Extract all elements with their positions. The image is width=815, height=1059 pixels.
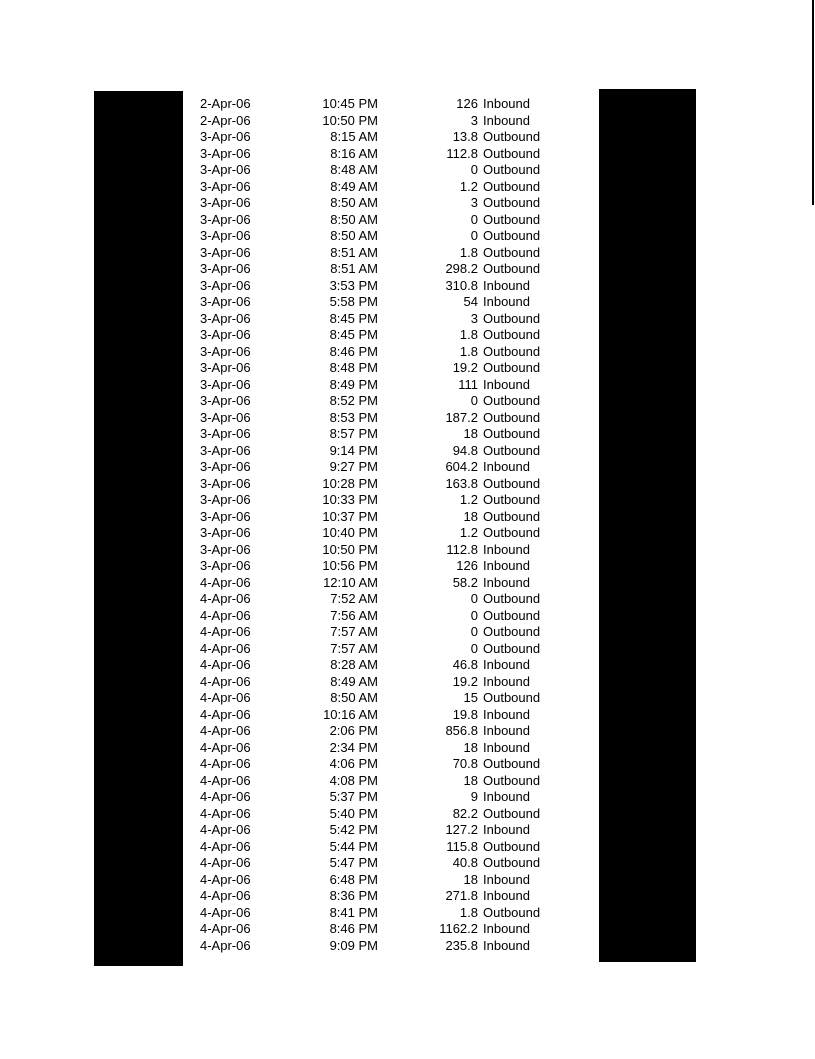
table-row bbox=[190, 888, 590, 905]
direction-cell: Outbound bbox=[483, 162, 541, 177]
date-cell: 4-Apr-06 bbox=[200, 789, 251, 804]
date-cell: 3-Apr-06 bbox=[200, 310, 251, 326]
time-cell: 5:40 PM bbox=[329, 805, 378, 821]
table-row bbox=[190, 360, 590, 377]
amount-cell: 298.2 bbox=[445, 261, 478, 276]
table-row bbox=[190, 657, 590, 674]
direction-cell: Inbound bbox=[483, 459, 530, 474]
amount-cell: 0 bbox=[470, 591, 478, 606]
amount-cell: 46.8 bbox=[452, 657, 478, 672]
amount-cell: 1.8 bbox=[459, 343, 478, 359]
direction-cell: Outbound bbox=[483, 145, 541, 161]
time-cell: 8:28 AM bbox=[330, 657, 378, 672]
amount-cell: 18 bbox=[463, 426, 478, 441]
table-row bbox=[190, 228, 590, 245]
table-row bbox=[190, 294, 590, 311]
time-cell: 5:44 PM bbox=[329, 838, 378, 854]
time-cell: 10:28 PM bbox=[322, 475, 378, 491]
direction-cell: Outbound bbox=[483, 244, 541, 260]
date-cell: 3-Apr-06 bbox=[200, 145, 251, 161]
direction-cell: Outbound bbox=[483, 756, 541, 771]
direction-cell: Outbound bbox=[483, 772, 541, 788]
table-row bbox=[190, 162, 590, 179]
table-row bbox=[190, 311, 590, 328]
amount-cell: 126 bbox=[456, 558, 478, 573]
table-row bbox=[190, 179, 590, 196]
date-cell: 2-Apr-06 bbox=[200, 112, 251, 128]
table-row bbox=[190, 443, 590, 460]
table-row bbox=[190, 525, 590, 542]
table-row bbox=[190, 492, 590, 509]
direction-cell: Outbound bbox=[483, 855, 541, 870]
amount-cell: 18 bbox=[463, 772, 478, 788]
date-cell: 3-Apr-06 bbox=[200, 162, 251, 177]
amount-cell: 126 bbox=[456, 96, 478, 111]
table-row bbox=[190, 245, 590, 262]
time-cell: 8:50 AM bbox=[330, 690, 378, 705]
table-row bbox=[190, 377, 590, 394]
amount-cell: 70.8 bbox=[452, 756, 478, 771]
date-cell: 4-Apr-06 bbox=[200, 822, 251, 837]
direction-cell: Outbound bbox=[483, 327, 541, 342]
amount-cell: 82.2 bbox=[452, 805, 478, 821]
date-cell: 3-Apr-06 bbox=[200, 277, 251, 293]
table-row bbox=[190, 410, 590, 427]
direction-cell: Outbound bbox=[483, 211, 541, 227]
table-row bbox=[190, 261, 590, 278]
direction-cell: Outbound bbox=[483, 591, 541, 606]
direction-cell: Outbound bbox=[483, 475, 541, 491]
date-cell: 4-Apr-06 bbox=[200, 937, 251, 953]
amount-cell: 3 bbox=[470, 310, 478, 326]
amount-cell: 9 bbox=[470, 789, 478, 804]
amount-cell: 94.8 bbox=[452, 442, 478, 458]
date-cell: 3-Apr-06 bbox=[200, 327, 251, 342]
time-cell: 8:45 PM bbox=[329, 310, 378, 326]
amount-cell: 310.8 bbox=[445, 277, 478, 293]
time-cell: 8:51 AM bbox=[330, 261, 378, 276]
time-cell: 10:50 PM bbox=[322, 541, 378, 557]
date-cell: 3-Apr-06 bbox=[200, 211, 251, 227]
time-cell: 12:10 AM bbox=[323, 574, 378, 590]
time-cell: 9:09 PM bbox=[329, 937, 378, 953]
direction-cell: Outbound bbox=[483, 310, 541, 326]
direction-cell: Inbound bbox=[483, 789, 530, 804]
table-row bbox=[190, 459, 590, 476]
amount-cell: 856.8 bbox=[445, 723, 478, 738]
call-log-table bbox=[190, 96, 590, 954]
direction-cell: Outbound bbox=[483, 838, 541, 854]
date-cell: 4-Apr-06 bbox=[200, 805, 251, 821]
date-cell: 3-Apr-06 bbox=[200, 376, 251, 392]
amount-cell: 15 bbox=[463, 690, 478, 705]
date-cell: 3-Apr-06 bbox=[200, 360, 251, 375]
table-row bbox=[190, 690, 590, 707]
time-cell: 8:45 PM bbox=[329, 327, 378, 342]
time-cell: 10:56 PM bbox=[322, 558, 378, 573]
amount-cell: 0 bbox=[470, 162, 478, 177]
time-cell: 3:53 PM bbox=[329, 277, 378, 293]
amount-cell: 112.8 bbox=[446, 145, 478, 161]
table-row bbox=[190, 212, 590, 229]
direction-cell: Outbound bbox=[483, 690, 541, 705]
direction-cell: Inbound bbox=[483, 558, 530, 573]
amount-cell: 604.2 bbox=[445, 459, 478, 474]
date-cell: 3-Apr-06 bbox=[200, 178, 251, 194]
date-cell: 3-Apr-06 bbox=[200, 294, 251, 309]
date-cell: 4-Apr-06 bbox=[200, 871, 251, 887]
date-cell: 4-Apr-06 bbox=[200, 838, 251, 854]
time-cell: 5:37 PM bbox=[329, 789, 378, 804]
table-row bbox=[190, 789, 590, 806]
time-cell: 5:47 PM bbox=[329, 855, 378, 870]
amount-cell: 58.2 bbox=[452, 574, 478, 590]
direction-cell: Inbound bbox=[483, 871, 530, 887]
direction-cell: Outbound bbox=[483, 409, 541, 425]
amount-cell: 1.8 bbox=[459, 904, 478, 920]
date-cell: 4-Apr-06 bbox=[200, 591, 251, 606]
table-row bbox=[190, 129, 590, 146]
time-cell: 8:49 AM bbox=[330, 178, 378, 194]
table-row bbox=[190, 575, 590, 592]
direction-cell: Outbound bbox=[483, 393, 541, 408]
time-cell: 5:58 PM bbox=[329, 294, 378, 309]
amount-cell: 19.2 bbox=[452, 360, 478, 375]
table-row bbox=[190, 806, 590, 823]
direction-cell: Outbound bbox=[483, 640, 541, 656]
amount-cell: 1.8 bbox=[459, 327, 478, 342]
amount-cell: 18 bbox=[463, 508, 478, 524]
table-row bbox=[190, 905, 590, 922]
direction-cell: Inbound bbox=[483, 739, 530, 755]
direction-cell: Outbound bbox=[483, 178, 541, 194]
date-cell: 3-Apr-06 bbox=[200, 244, 251, 260]
date-cell: 4-Apr-06 bbox=[200, 574, 251, 590]
direction-cell: Inbound bbox=[483, 921, 530, 936]
direction-cell: Inbound bbox=[483, 706, 530, 722]
time-cell: 8:50 AM bbox=[330, 211, 378, 227]
table-row bbox=[190, 822, 590, 839]
direction-cell: Inbound bbox=[483, 574, 530, 590]
date-cell: 4-Apr-06 bbox=[200, 739, 251, 755]
direction-cell: Inbound bbox=[483, 96, 530, 111]
direction-cell: Inbound bbox=[483, 937, 530, 953]
date-cell: 3-Apr-06 bbox=[200, 426, 251, 441]
direction-cell: Inbound bbox=[483, 822, 530, 837]
time-cell: 8:46 PM bbox=[329, 921, 378, 936]
table-row bbox=[190, 624, 590, 641]
amount-cell: 18 bbox=[463, 739, 478, 755]
table-row bbox=[190, 146, 590, 163]
table-row bbox=[190, 740, 590, 757]
time-cell: 10:37 PM bbox=[322, 508, 378, 524]
table-row bbox=[190, 327, 590, 344]
amount-cell: 3 bbox=[470, 195, 478, 210]
time-cell: 2:06 PM bbox=[329, 723, 378, 738]
time-cell: 8:46 PM bbox=[329, 343, 378, 359]
time-cell: 6:48 PM bbox=[329, 871, 378, 887]
date-cell: 4-Apr-06 bbox=[200, 723, 251, 738]
page-edge-line bbox=[812, 0, 814, 205]
amount-cell: 18 bbox=[463, 871, 478, 887]
amount-cell: 111 bbox=[458, 376, 478, 392]
date-cell: 3-Apr-06 bbox=[200, 525, 251, 540]
date-cell: 3-Apr-06 bbox=[200, 195, 251, 210]
date-cell: 3-Apr-06 bbox=[200, 228, 251, 243]
date-cell: 3-Apr-06 bbox=[200, 459, 251, 474]
date-cell: 4-Apr-06 bbox=[200, 772, 251, 788]
time-cell: 8:52 PM bbox=[329, 393, 378, 408]
table-row bbox=[190, 426, 590, 443]
table-row bbox=[190, 558, 590, 575]
direction-cell: Outbound bbox=[483, 805, 541, 821]
direction-cell: Inbound bbox=[483, 376, 530, 392]
date-cell: 4-Apr-06 bbox=[200, 921, 251, 936]
table-row bbox=[190, 921, 590, 938]
date-cell: 4-Apr-06 bbox=[200, 640, 251, 656]
table-row bbox=[190, 96, 590, 113]
direction-cell: Inbound bbox=[483, 277, 530, 293]
date-cell: 3-Apr-06 bbox=[200, 409, 251, 425]
time-cell: 2:34 PM bbox=[329, 739, 378, 755]
amount-cell: 19.2 bbox=[452, 673, 478, 689]
time-cell: 7:57 AM bbox=[330, 624, 378, 639]
direction-cell: Outbound bbox=[483, 343, 541, 359]
time-cell: 7:56 AM bbox=[330, 607, 378, 623]
date-cell: 3-Apr-06 bbox=[200, 558, 251, 573]
date-cell: 4-Apr-06 bbox=[200, 624, 251, 639]
table-row bbox=[190, 674, 590, 691]
table-row bbox=[190, 855, 590, 872]
time-cell: 8:51 AM bbox=[330, 244, 378, 260]
amount-cell: 1.2 bbox=[459, 492, 478, 507]
redaction-bar-left bbox=[94, 91, 183, 966]
date-cell: 3-Apr-06 bbox=[200, 393, 251, 408]
date-cell: 3-Apr-06 bbox=[200, 261, 251, 276]
amount-cell: 235.8 bbox=[445, 937, 478, 953]
direction-cell: Outbound bbox=[483, 129, 541, 144]
direction-cell: Inbound bbox=[483, 112, 530, 128]
date-cell: 4-Apr-06 bbox=[200, 904, 251, 920]
table-row bbox=[190, 195, 590, 212]
date-cell: 3-Apr-06 bbox=[200, 508, 251, 524]
direction-cell: Outbound bbox=[483, 508, 541, 524]
date-cell: 4-Apr-06 bbox=[200, 756, 251, 771]
amount-cell: 1162.2 bbox=[439, 921, 478, 936]
table-row bbox=[190, 707, 590, 724]
direction-cell: Outbound bbox=[483, 261, 541, 276]
direction-cell: Inbound bbox=[483, 888, 530, 903]
direction-cell: Outbound bbox=[483, 607, 541, 623]
table-row bbox=[190, 839, 590, 856]
time-cell: 8:50 AM bbox=[330, 228, 378, 243]
date-cell: 4-Apr-06 bbox=[200, 607, 251, 623]
amount-cell: 271.8 bbox=[445, 888, 478, 903]
table-row bbox=[190, 278, 590, 295]
date-cell: 3-Apr-06 bbox=[200, 541, 251, 557]
direction-cell: Inbound bbox=[483, 541, 530, 557]
table-row bbox=[190, 641, 590, 658]
direction-cell: Outbound bbox=[483, 492, 541, 507]
amount-cell: 115.8 bbox=[446, 838, 478, 854]
time-cell: 8:57 PM bbox=[329, 426, 378, 441]
time-cell: 5:42 PM bbox=[329, 822, 378, 837]
amount-cell: 19.8 bbox=[452, 706, 478, 722]
date-cell: 4-Apr-06 bbox=[200, 657, 251, 672]
amount-cell: 54 bbox=[463, 294, 478, 309]
amount-cell: 0 bbox=[470, 640, 478, 656]
direction-cell: Outbound bbox=[483, 228, 541, 243]
table-row bbox=[190, 608, 590, 625]
table-row bbox=[190, 773, 590, 790]
time-cell: 9:27 PM bbox=[329, 459, 378, 474]
amount-cell: 1.8 bbox=[459, 244, 478, 260]
direction-cell: Inbound bbox=[483, 723, 530, 738]
direction-cell: Outbound bbox=[483, 624, 541, 639]
amount-cell: 163.8 bbox=[445, 475, 478, 491]
amount-cell: 112.8 bbox=[446, 541, 478, 557]
date-cell: 4-Apr-06 bbox=[200, 690, 251, 705]
time-cell: 10:33 PM bbox=[322, 492, 378, 507]
amount-cell: 0 bbox=[470, 228, 478, 243]
date-cell: 3-Apr-06 bbox=[200, 129, 251, 144]
time-cell: 8:49 AM bbox=[330, 673, 378, 689]
amount-cell: 0 bbox=[470, 607, 478, 623]
direction-cell: Inbound bbox=[483, 657, 530, 672]
time-cell: 8:53 PM bbox=[329, 409, 378, 425]
date-cell: 2-Apr-06 bbox=[200, 96, 251, 111]
date-cell: 3-Apr-06 bbox=[200, 343, 251, 359]
time-cell: 8:15 AM bbox=[330, 129, 378, 144]
time-cell: 10:40 PM bbox=[322, 525, 378, 540]
time-cell: 10:16 AM bbox=[323, 706, 378, 722]
time-cell: 10:50 PM bbox=[322, 112, 378, 128]
table-row bbox=[190, 938, 590, 955]
amount-cell: 187.2 bbox=[445, 409, 478, 425]
amount-cell: 1.2 bbox=[459, 525, 478, 540]
amount-cell: 127.2 bbox=[445, 822, 478, 837]
time-cell: 7:57 AM bbox=[330, 640, 378, 656]
date-cell: 3-Apr-06 bbox=[200, 475, 251, 491]
table-row bbox=[190, 723, 590, 740]
date-cell: 4-Apr-06 bbox=[200, 673, 251, 689]
direction-cell: Outbound bbox=[483, 442, 541, 458]
amount-cell: 40.8 bbox=[452, 855, 478, 870]
table-row bbox=[190, 542, 590, 559]
table-row bbox=[190, 756, 590, 773]
direction-cell: Outbound bbox=[483, 360, 541, 375]
time-cell: 8:48 AM bbox=[330, 162, 378, 177]
date-cell: 3-Apr-06 bbox=[200, 492, 251, 507]
table-row bbox=[190, 393, 590, 410]
direction-cell: Outbound bbox=[483, 426, 541, 441]
time-cell: 8:41 PM bbox=[329, 904, 378, 920]
direction-cell: Inbound bbox=[483, 673, 530, 689]
amount-cell: 1.2 bbox=[459, 178, 478, 194]
table-row bbox=[190, 113, 590, 130]
table-row bbox=[190, 476, 590, 493]
direction-cell: Outbound bbox=[483, 525, 541, 540]
time-cell: 10:45 PM bbox=[322, 96, 378, 111]
time-cell: 9:14 PM bbox=[329, 442, 378, 458]
date-cell: 3-Apr-06 bbox=[200, 442, 251, 458]
time-cell: 8:48 PM bbox=[329, 360, 378, 375]
amount-cell: 0 bbox=[470, 211, 478, 227]
redaction-bar-right bbox=[599, 89, 696, 962]
amount-cell: 3 bbox=[470, 112, 478, 128]
amount-cell: 0 bbox=[470, 624, 478, 639]
table-row bbox=[190, 344, 590, 361]
time-cell: 4:08 PM bbox=[329, 772, 378, 788]
time-cell: 8:16 AM bbox=[330, 145, 378, 161]
direction-cell: Inbound bbox=[483, 294, 530, 309]
time-cell: 8:50 AM bbox=[330, 195, 378, 210]
table-row bbox=[190, 591, 590, 608]
time-cell: 4:06 PM bbox=[329, 756, 378, 771]
date-cell: 4-Apr-06 bbox=[200, 888, 251, 903]
table-row bbox=[190, 509, 590, 526]
table-row bbox=[190, 872, 590, 889]
time-cell: 8:36 PM bbox=[329, 888, 378, 903]
amount-cell: 13.8 bbox=[452, 129, 478, 144]
date-cell: 4-Apr-06 bbox=[200, 855, 251, 870]
time-cell: 8:49 PM bbox=[329, 376, 378, 392]
time-cell: 7:52 AM bbox=[330, 591, 378, 606]
amount-cell: 0 bbox=[470, 393, 478, 408]
date-cell: 4-Apr-06 bbox=[200, 706, 251, 722]
direction-cell: Outbound bbox=[483, 195, 541, 210]
direction-cell: Outbound bbox=[483, 904, 541, 920]
